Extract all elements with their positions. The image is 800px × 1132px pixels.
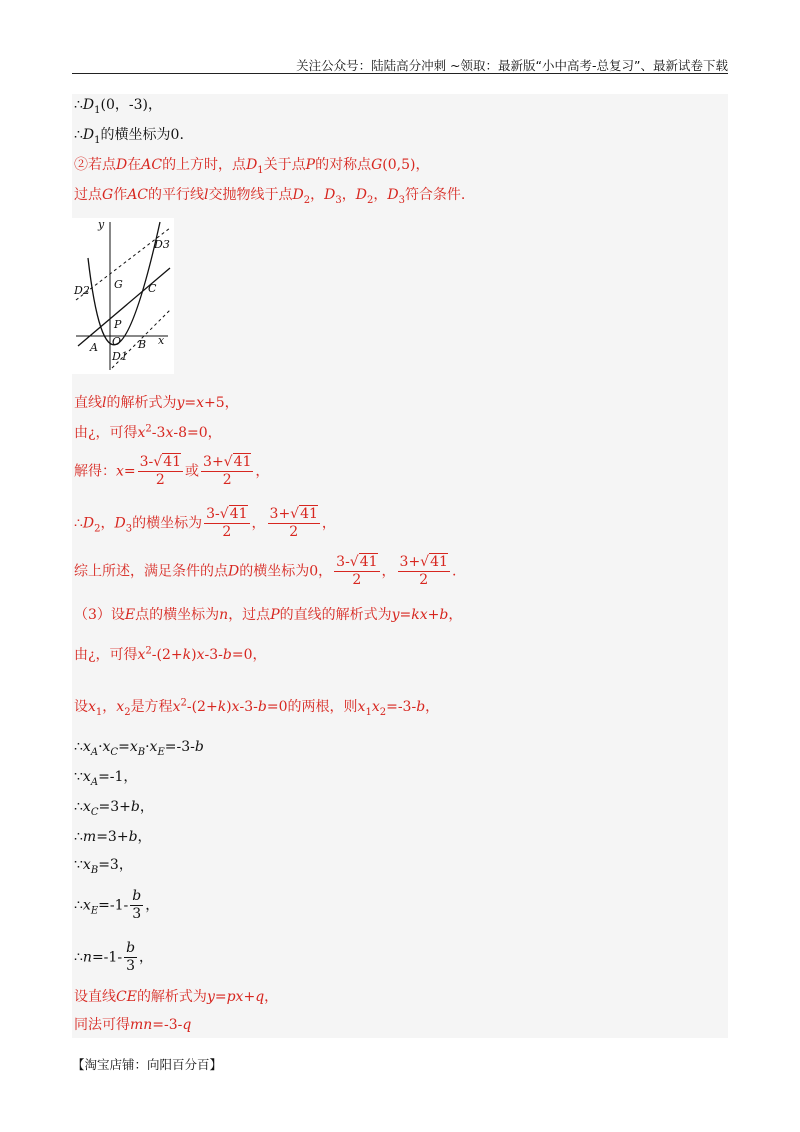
line-ac	[78, 268, 170, 346]
line-case-above: ②若点D在AC的上方时，点$D_1$关于点P的对称点G(0,5)，	[74, 157, 430, 176]
line-product: $\therefore x_A\cdot x_C=x_B\cdot x_E=-3-b$	[74, 739, 204, 758]
label-y: y	[98, 218, 105, 231]
line-xa: $\because x_A=-1$，	[74, 769, 138, 788]
line-d2d3-abscissa: $\therefore D_2$，$D_3$的横坐标为 $\frac{3-√41}{2}$ ， $\frac{3+√41}{2}$ ，	[74, 506, 336, 540]
line-l-equation: 直线l的解析式为y=x+5，	[74, 395, 239, 411]
line-ce-equation: 设直线CE的解析式为y=px+q，	[74, 989, 279, 1005]
label-d1: D1	[112, 350, 128, 363]
line-xc: $\therefore x_C=3+b$，	[74, 799, 154, 818]
label-o: O	[112, 335, 122, 348]
line-n: ∴n=-1- $\frac{b}{3}$ ，	[74, 940, 154, 974]
line-xe: $\therefore x_E=-1-$ $\frac{b}{3}$ ，	[74, 888, 160, 922]
label-c: C	[148, 282, 157, 295]
header-rule	[72, 73, 728, 74]
label-a: A	[90, 341, 98, 354]
label-d3: D3	[154, 238, 170, 251]
label-b: B	[138, 338, 147, 351]
label-x: x	[158, 334, 165, 347]
line-quadratic-k: 由¿，可得$x^2-(2+k)x-3-b=0$，	[74, 645, 267, 663]
line-summary: 综上所述，满足条件的点D的横坐标为0， $\frac{3-√41}{2}$ ， $\frac{3+√41}{2}$ .	[74, 554, 457, 588]
label-g: G	[114, 278, 123, 291]
line-m: ∴m=3+b，	[74, 829, 152, 845]
label-d2: D2	[74, 284, 90, 297]
line-mn: 同法可得mn=-3-q	[74, 1017, 192, 1033]
line-d1-coords: $\therefore D_1(0$，-3)，	[74, 97, 162, 116]
line-solve: 解得：x= $\frac{3-√41}{2}$ 或 $\frac{3+√41}{2}$ ，	[74, 454, 270, 488]
line-d1-abscissa: $\therefore D_1$的横坐标为0.	[74, 127, 184, 146]
line-xb: $\because x_B=3$，	[74, 857, 133, 876]
line-part3: （3）设E点的横坐标为n，过点P的直线的解析式为y=kx+b，	[74, 607, 463, 623]
page-footer: 【淘宝店铺：向阳百分百】	[72, 1057, 223, 1072]
figure-svg	[72, 218, 174, 374]
line-roots: 设$x_1$，$x_2$是方程$x^2-(2+k)x-3-b=0$的两根，则$x_1x_2=-3-b$，	[74, 697, 440, 718]
page-header: 关注公众号：陆陆高分冲刺 ~领取：最新版“小中高考-总复习”、最新试卷下载	[296, 58, 728, 73]
line-parallel: 过点G作AC的平行线l交抛物线于点$D_2$，$D_3$，$D_2$，$D_3$符合条件.	[74, 187, 466, 206]
parabola-figure	[72, 218, 174, 374]
line-quadratic: 由¿，可得$x^2-3x-8=0$，	[74, 423, 222, 441]
label-p: P	[114, 318, 122, 331]
